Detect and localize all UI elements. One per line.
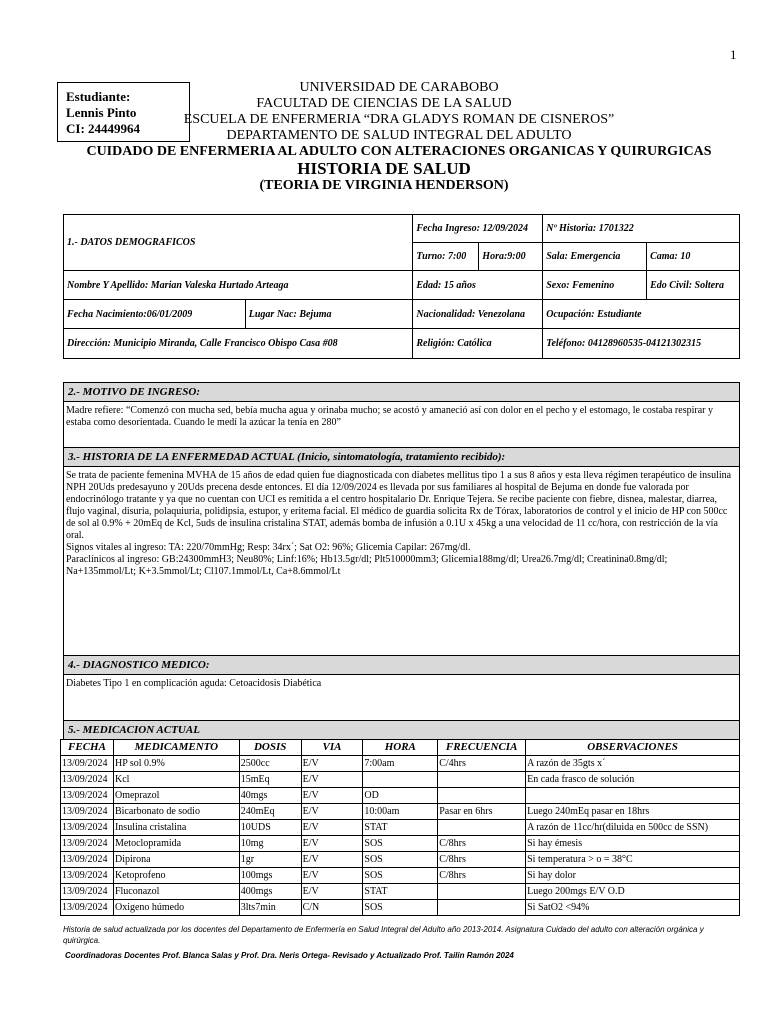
table-cell: 13/09/2024	[61, 836, 114, 852]
medication-column-header: OBSERVACIONES	[526, 740, 740, 756]
table-cell: 13/09/2024	[61, 900, 114, 916]
table-cell: E/V	[301, 772, 363, 788]
table-row	[61, 820, 740, 836]
document-title: HISTORIA DE SALUD	[297, 159, 471, 178]
medicacion-title: 5.- MEDICACION ACTUAL	[64, 721, 739, 739]
table-cell: E/V	[301, 836, 363, 852]
table-cell: Si hay émesis	[526, 836, 740, 852]
table-cell: Ketoprofeno	[113, 868, 239, 884]
course-title: CUIDADO DE ENFERMERIA AL ADULTO CON ALTERACIONES ORGANICAS Y QUIRURGICAS	[86, 144, 712, 159]
student-box	[57, 82, 190, 142]
demographics-table	[63, 214, 740, 359]
table-cell: 10:00am	[363, 804, 438, 820]
table-cell: 13/09/2024	[61, 756, 114, 772]
student-label: Estudiante:	[66, 89, 131, 104]
historia-title: 3.- HISTORIA DE LA ENFERMEDAD ACTUAL (Inicio, sintomatología, tratamiento recibido):	[64, 448, 739, 467]
table-cell	[526, 788, 740, 804]
medication-header-row	[61, 740, 740, 756]
table-row	[61, 852, 740, 868]
table-cell	[438, 884, 526, 900]
table-cell: 1gr	[239, 852, 301, 868]
table-cell: STAT	[363, 820, 438, 836]
medication-column-header: DOSIS	[239, 740, 301, 756]
record-number: Nº Historia: 1701322	[543, 215, 740, 243]
table-cell: SOS	[363, 852, 438, 868]
historia-text	[64, 467, 739, 578]
table-cell: E/V	[301, 788, 363, 804]
table-cell: Metoclopramida	[113, 836, 239, 852]
table-cell: Si hay dolor	[526, 868, 740, 884]
table-cell: 7:00am	[363, 756, 438, 772]
table-cell	[438, 900, 526, 916]
table-cell: Si SatO2 <94%	[526, 900, 740, 916]
medication-column-header: MEDICAMENTO	[113, 740, 239, 756]
age: Edad: 15 años	[413, 271, 543, 300]
table-cell: 13/09/2024	[61, 868, 114, 884]
table-cell: A razón de 35gts x´	[526, 756, 740, 772]
table-row	[61, 884, 740, 900]
vital-signs: Signos vitales al ingreso: TA: 220/70mmHg; Resp: 34rx´; Sat O2: 96%; Glicemia Capilar: 267mg/dl.	[66, 542, 471, 553]
medication-column-header: FECHA	[61, 740, 114, 756]
table-cell: 13/09/2024	[61, 884, 114, 900]
ward: Sala: Emergencia	[543, 243, 647, 271]
table-cell: 13/09/2024	[61, 852, 114, 868]
table-cell: 13/09/2024	[61, 804, 114, 820]
table-cell: OD	[363, 788, 438, 804]
table-cell: Luego 200mgs E/V O.D	[526, 884, 740, 900]
table-cell: Dipirona	[113, 852, 239, 868]
table-cell: Luego 240mEq pasar en 18hrs	[526, 804, 740, 820]
patient-name: Nombre Y Apellido: Marian Valeska Hurtado Arteaga	[64, 271, 413, 300]
medication-body	[61, 756, 740, 916]
faculty-name: FACULTAD DE CIENCIAS DE LA SALUD	[256, 96, 512, 111]
table-cell: Omeprazol	[113, 788, 239, 804]
table-cell: Bicarbonato de sodio	[113, 804, 239, 820]
table-cell	[438, 820, 526, 836]
table-cell: 3lts7min	[239, 900, 301, 916]
table-cell: 240mEq	[239, 804, 301, 820]
table-cell: 13/09/2024	[61, 788, 114, 804]
table-cell: Oxigeno húmedo	[113, 900, 239, 916]
table-cell	[438, 772, 526, 788]
student-name: Lennis Pinto	[66, 105, 137, 120]
religion: Religión: Católica	[413, 329, 543, 359]
table-cell: Insulina cristalina	[113, 820, 239, 836]
historia-paragraph: Se trata de paciente femenina MVHA de 15 años de edad quien fue diagnosticada con diabetes mellitus tipo 1 a sus 8 años y esta lleva régimen terapéutico de insulina NPH 20Uds predesayuno y 20Uds precena desde entonces. El día 12/09/2024 es llevada por sus familiares al hospital de Bejuma en donde fue valorada por endocrinólogo tratante y ya que no cuentan con UCI es remitida a el centro hospitalario Dr. Enrique Tejera. Se recibe paciente con fiebre, disnea, malestar, diarrea, flujo vaginal, disuria, polaquiuria, polidipsia, estupor, y eritema facial. El médico de guardia solicita Rx de Tórax, laboratorios de control y el inicio de HP con 500cc de sol al 0.9% + 20mEq de Kcl, 5uds de insulina cristalina STAT, además bomba de infusión a 0.1U x 45kg a una velocidad de 11 cc/hora, con restricción de la vía oral.	[66, 470, 732, 541]
bed: Cama: 10	[647, 243, 740, 271]
table-cell: C/4hrs	[438, 756, 526, 772]
table-cell: E/V	[301, 852, 363, 868]
table-cell: E/V	[301, 820, 363, 836]
table-cell: E/V	[301, 756, 363, 772]
table-cell: Pasar en 6hrs	[438, 804, 526, 820]
table-cell: C/N	[301, 900, 363, 916]
footer-note: Historia de salud actualizada por los docentes del Departamento de Enfermería en Salud Integral del Adulto año 2013-2014. Asignatura Cuidado del adulto con alteración orgánica y quirúrgica.	[63, 925, 704, 945]
table-cell: Fluconazol	[113, 884, 239, 900]
table-cell: 13/09/2024	[61, 820, 114, 836]
table-cell: 2500cc	[239, 756, 301, 772]
student-ci: CI: 24449964	[66, 121, 141, 136]
table-cell: 400mgs	[239, 884, 301, 900]
table-row	[61, 788, 740, 804]
nationality: Nacionalidad: Venezolana	[413, 300, 543, 329]
table-cell: C/8hrs	[438, 852, 526, 868]
table-row	[61, 900, 740, 916]
table-row	[61, 804, 740, 820]
table-cell: C/8hrs	[438, 836, 526, 852]
table-cell: SOS	[363, 868, 438, 884]
sex: Sexo: Femenino	[543, 271, 647, 300]
diagnostico-section	[63, 655, 740, 721]
diagnostico-title: 4.- DIAGNOSTICO MEDICO:	[64, 656, 739, 675]
table-cell: SOS	[363, 900, 438, 916]
medication-column-header: FRECUENCIA	[438, 740, 526, 756]
table-cell: E/V	[301, 804, 363, 820]
medication-column-header: HORA	[363, 740, 438, 756]
document-footer	[63, 924, 733, 961]
table-row	[61, 772, 740, 788]
table-cell: Si temperatura > o = 38°C	[526, 852, 740, 868]
table-cell: C/8hrs	[438, 868, 526, 884]
table-cell	[363, 772, 438, 788]
university-name: UNIVERSIDAD DE CARABOBO	[299, 80, 499, 95]
table-cell: 40mgs	[239, 788, 301, 804]
table-cell: 10mg	[239, 836, 301, 852]
medicacion-section	[63, 720, 740, 740]
medication-table	[60, 739, 740, 916]
occupation: Ocupación: Estudiante	[543, 300, 740, 329]
table-cell: 10UDS	[239, 820, 301, 836]
admission-date: Fecha Ingreso: 12/09/2024	[413, 215, 543, 243]
table-cell: A razón de 11cc/hr(diluida en 500cc de SSN)	[526, 820, 740, 836]
motivo-text: Madre refiere: “Comenzó con mucha sed, bebía mucha agua y orinaba mucho; se acostó y amaneció así con dolor en el pecho y el estomago, le costaba respirar y estaba como desorientada. Cuando le medí la azúcar la tenía en 280”	[66, 405, 713, 428]
marital-status: Edo Civil: Soltera	[647, 271, 740, 300]
table-cell: STAT	[363, 884, 438, 900]
table-cell: 13/09/2024	[61, 772, 114, 788]
department-name: DEPARTAMENTO DE SALUD INTEGRAL DEL ADULTO	[226, 128, 572, 143]
shift: Turno: 7:00	[413, 243, 479, 271]
diagnostico-text: Diabetes Tipo 1 en complicación aguda: Cetoacidosis Diabética	[66, 678, 322, 689]
table-row	[61, 868, 740, 884]
table-cell: E/V	[301, 868, 363, 884]
table-cell: E/V	[301, 884, 363, 900]
theory-subtitle: (TEORIA DE VIRGINIA HENDERSON)	[259, 178, 509, 193]
historia-section	[63, 447, 740, 656]
table-cell: SOS	[363, 836, 438, 852]
motivo-title: 2.- MOTIVO DE INGRESO:	[64, 383, 739, 402]
medication-column-header: VIA	[301, 740, 363, 756]
table-row	[61, 836, 740, 852]
table-cell	[438, 788, 526, 804]
table-cell: HP sol 0.9%	[113, 756, 239, 772]
table-row	[61, 756, 740, 772]
page-number: 1	[730, 47, 737, 62]
table-cell: En cada frasco de solución	[526, 772, 740, 788]
lab-results: Paraclínicos al ingreso: GB:24300mmH3; Neu80%; Linf:16%; Hb13.5gr/dl; Plt510000mm3; Glicemia188mg/dl; Urea26.7mg/dl; Creatinina0.8mg/dl; Na+135mmol/Lt; K+3.5mmol/Lt; Cl107.1mmol/Lt, Ca+8.6mmol/Lt	[66, 554, 668, 577]
birth-date: Fecha Nacimiento:06/01/2009	[64, 300, 246, 329]
phone: Teléfono: 04128960535-04121302315	[543, 329, 740, 359]
school-name: ESCUELA DE ENFERMERIA “DRA GLADYS ROMAN DE CISNEROS”	[183, 112, 615, 127]
table-cell: 100mgs	[239, 868, 301, 884]
birth-place: Lugar Nac: Bejuma	[245, 300, 413, 329]
hour: Hora:9:00	[479, 243, 543, 271]
address: Dirección: Municipio Miranda, Calle Francisco Obispo Casa #08	[64, 329, 413, 359]
footer-coordinators: Coordinadoras Docentes Prof. Blanca Salas y Prof. Dra. Neris Ortega- Revisado y Actualizado Prof. Tailin Ramón 2024	[65, 951, 514, 960]
demographics-section-title: 1.- DATOS DEMOGRAFICOS	[64, 215, 413, 271]
motivo-section	[63, 382, 740, 448]
table-cell: Kcl	[113, 772, 239, 788]
table-cell: 15mEq	[239, 772, 301, 788]
